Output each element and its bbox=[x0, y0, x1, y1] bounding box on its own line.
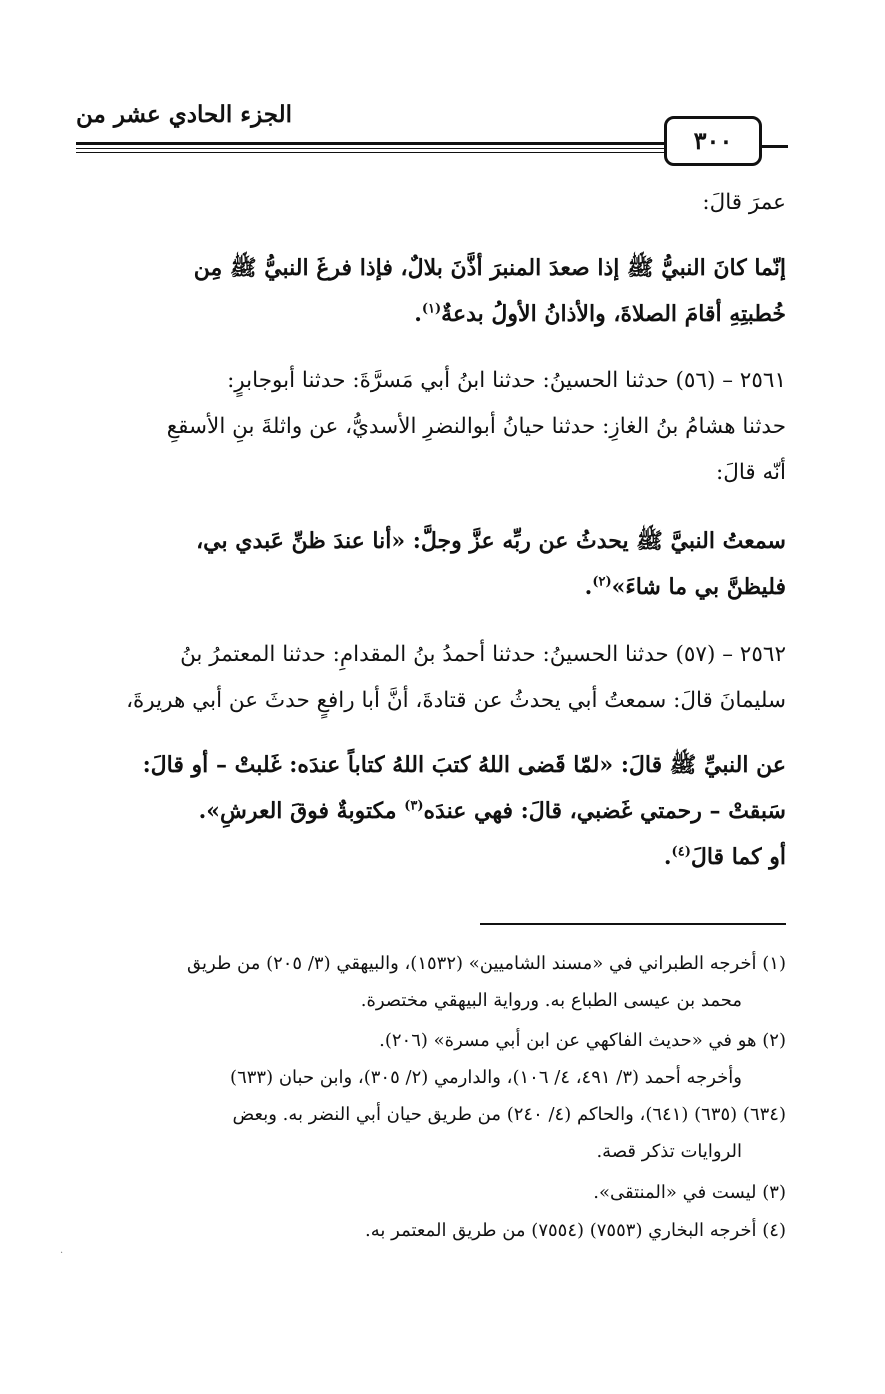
paragraph-6 bbox=[76, 742, 786, 880]
footnote-1 bbox=[76, 945, 786, 1019]
footnote-line: (٦٣٤) (٦٣٥) (٦٤١)، والحاكم (٤/ ٢٤٠) من طريق حيان أبي النضر به. وبعض bbox=[232, 1104, 786, 1125]
footnote-line: محمد بن عيسى الطباع به. ورواية البيهقي مختصرة. bbox=[360, 990, 742, 1011]
text-line: ٢٥٦١ – (٥٦) حدثنا الحسينُ: حدثنا ابنُ أبي مَسرَّةَ: حدثنا أبوجابرٍ: bbox=[227, 368, 786, 393]
text-line: سمعتُ النبيَّ ﷺ يحدثُ عن ربِّه عزَّ وجلَّ: «أنا عندَ ظنِّ عَبدي بي، bbox=[196, 528, 786, 554]
footnote-line: (٣) ليست في «المنتقى». bbox=[593, 1182, 786, 1203]
text-line: خُطبتِهِ أقامَ الصلاةَ، والأذانُ الأولُ بدعةٌ$^{(١)}$. bbox=[414, 301, 786, 327]
footnote-ref: (٣) bbox=[404, 798, 424, 814]
footnote-ref: (٤) bbox=[671, 844, 691, 860]
paragraph-4 bbox=[76, 518, 786, 610]
footnote-line: (١) أخرجه الطبراني في «مسند الشاميين» (١٥٣٢)، والبيهقي (٣/ ٢٠٥) من طريق bbox=[187, 953, 786, 974]
header-rule-thin bbox=[76, 152, 756, 153]
footnote-line: (٢) هو في «حديث الفاكهي عن ابن أبي مسرة» (٢٠٦). bbox=[379, 1030, 786, 1051]
text-line: أو كما قالَ$^{(٤)}$. bbox=[663, 844, 786, 870]
text-line: عمرَ قالَ: bbox=[702, 190, 786, 215]
footnote-4 bbox=[76, 1212, 786, 1249]
header-rule-end bbox=[758, 145, 788, 148]
paragraph-1 bbox=[76, 180, 786, 226]
text-line: عن النبيِّ ﷺ قالَ: «لمّا قَضى اللهُ كتبَ اللهُ كتاباً عندَه: غَلبتْ – أو قالَ: bbox=[142, 752, 786, 778]
paragraph-5 bbox=[76, 632, 786, 724]
page-number: ٣٠٠ bbox=[664, 116, 762, 166]
header-rule bbox=[76, 142, 756, 145]
footnote-3 bbox=[76, 1174, 786, 1211]
scan-speck: · bbox=[60, 1248, 64, 1259]
header-rule-thin bbox=[76, 148, 756, 149]
text-line: ٢٥٦٢ – (٥٧) حدثنا الحسينُ: حدثنا أحمدُ بنُ المقدامِ: حدثنا المعتمرُ بنُ bbox=[180, 642, 786, 667]
footnote-ref: (١) bbox=[421, 301, 442, 317]
footnote-ref: (٢) bbox=[592, 574, 612, 590]
text-line: سليمانَ قالَ: سمعتُ أبي يحدثُ عن قتادةَ، أنَّ أبا رافعٍ حدثَ عن أبي هريرةَ، bbox=[126, 688, 786, 713]
text-line: حدثنا هشامُ بنُ الغازِ: حدثنا حيانُ أبوالنضرِ الأسديُّ، عن واثلةَ بنِ الأسقعِ bbox=[166, 414, 786, 439]
text-line: أنّه قالَ: bbox=[715, 460, 786, 485]
footnote-line: الروايات تذكر قصة. bbox=[596, 1141, 742, 1162]
text-line: إنّما كانَ النبيُّ ﷺ إذا صعدَ المنبرَ أذَّنَ بلالٌ، فإذا فرغَ النبيُّ ﷺ مِن bbox=[193, 255, 786, 281]
footnote-separator bbox=[480, 923, 786, 925]
text-line: سَبقتْ – رحمتي غَضبي، قالَ: فهي عندَه$^{(٣)}$ مكتوبةٌ فوقَ العرشِ». bbox=[198, 798, 786, 824]
footnote-line: (٤) أخرجه البخاري (٧٥٥٣) (٧٥٥٤) من طريق المعتمر به. bbox=[365, 1220, 786, 1241]
footnote-2 bbox=[76, 1022, 786, 1170]
paragraph-3 bbox=[76, 358, 786, 496]
text-line: فليظنَّ بي ما شاءَ»$^{(٢)}$. bbox=[584, 574, 786, 600]
footnote-line: وأخرجه أحمد (٣/ ٤٩١، ٤/ ١٠٦)، والدارمي (٢/ ٣٠٥)، وابن حبان (٦٣٣) bbox=[230, 1067, 742, 1088]
running-header: الجزء الحادي عشر من bbox=[76, 101, 293, 128]
paragraph-2 bbox=[76, 245, 786, 337]
